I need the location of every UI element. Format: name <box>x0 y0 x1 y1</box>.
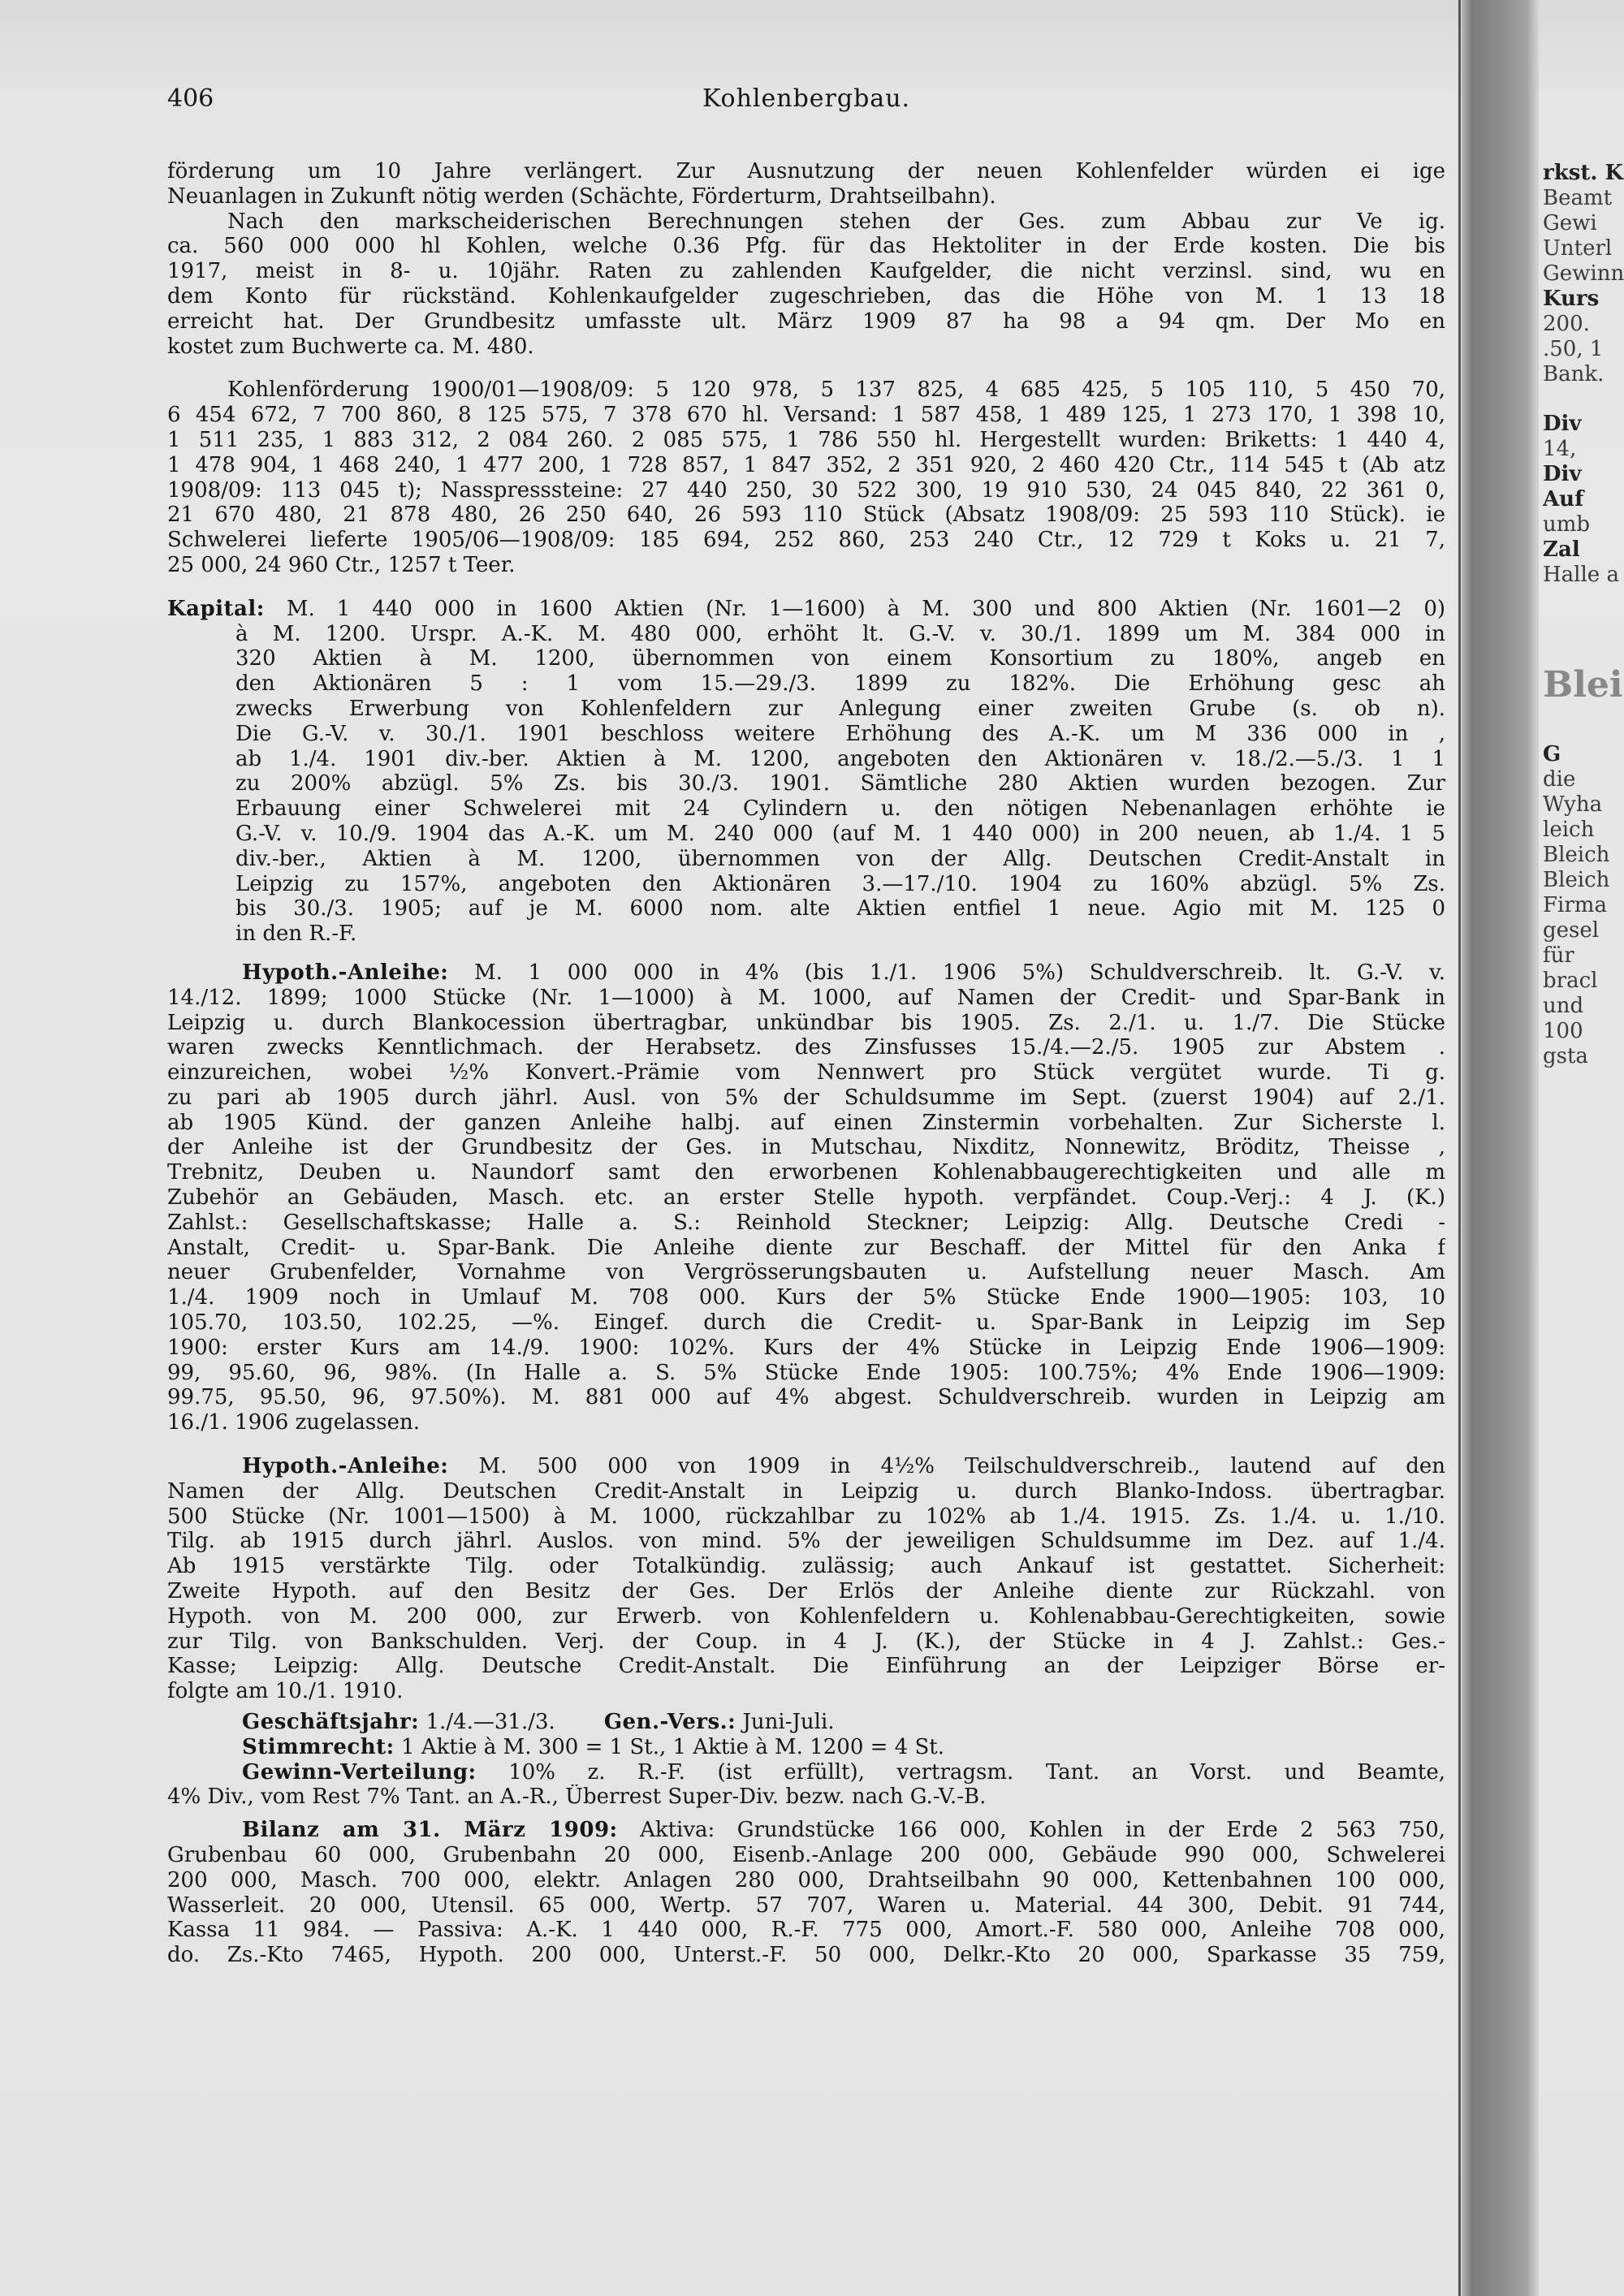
text-line <box>167 986 1445 1011</box>
section-label: Kapital: <box>167 596 265 621</box>
line-text: folgte am 10./1. 1910. <box>167 1679 404 1704</box>
page-header <box>167 84 1445 117</box>
book-gutter-shadow <box>1462 0 1539 2296</box>
line-text: ab 1./4. 1901 div.-ber. Aktien à M. 1200, angeboten den Aktionären v. 18./2.—5./3. 1 1 <box>235 746 1445 771</box>
line-text: waren zwecks Kenntlichmach. der Herabsetz. des Zinsfusses 15./4.—2./5. 1905 zur Abstem . <box>167 1035 1445 1060</box>
line-text: Zahlst.: Gesellschaftskasse; Halle a. S.: Reinhold Steckner; Leipzig: Allg. Deutsche Credi - <box>167 1210 1445 1235</box>
text-line <box>167 1554 1445 1579</box>
adjacent-page-fragment: Auf <box>1543 487 1584 511</box>
text-line <box>167 1479 1445 1504</box>
line-text: 1917, meist in 8- u. 10jähr. Raten zu zahlenden Kaufgelder, die nicht verzinsl. sind, wu en <box>167 259 1445 284</box>
text-line <box>167 1085 1445 1111</box>
line-text: Nach den markscheiderischen Berechnungen stehen der Ges. zum Abbau zur Ve ig. <box>227 209 1445 234</box>
text-line <box>167 1060 1445 1085</box>
line-text: Kasse; Leipzig: Allg. Deutsche Credit-Anstalt. Die Einführung an der Leipziger Börse er- <box>167 1654 1445 1679</box>
text-line <box>167 896 1445 921</box>
line-text: Ab 1915 verstärkte Tilg. oder Totalkündig. zulässig; auch Ankauf ist gestattet. Sicherheit: <box>167 1554 1445 1579</box>
line-text: 105.70, 103.50, 102.25, —%. Eingef. durch die Credit- u. Spar-Bank in Leipzig im Sep <box>167 1310 1445 1336</box>
line-text: 1908/09: 113 045 t); Nasspresssteine: 27 440 250, 30 522 300, 19 910 530, 24 045 840, 22 361 0, <box>167 477 1445 503</box>
section-label: Gen.-Vers.: <box>603 1710 736 1735</box>
line-text: bis 30./3. 1905; auf je M. 6000 nom. alte Aktien entfiel 1 neue. Agio mit M. 125 0 <box>235 896 1445 921</box>
page-edge-line <box>1458 0 1461 2296</box>
adjacent-page-fragment: 100 <box>1543 1019 1583 1043</box>
text-line <box>167 1310 1445 1336</box>
text-line <box>167 847 1445 872</box>
line-text: 1 Aktie à M. 300 = 1 St., 1 Aktie à M. 1200 = 4 St. <box>401 1734 945 1759</box>
line-text: Tilg. ab 1915 durch jährl. Auslos. von mind. 5% der jeweiligen Schuldsumme im Dez. auf 1./4. <box>167 1529 1445 1554</box>
text-line <box>167 1385 1445 1410</box>
line-text: Wasserleit. 20 000, Utensil. 65 000, Wertp. 57 707, Waren u. Material. 44 300, Debit. 91 744, <box>167 1892 1445 1918</box>
text-line <box>167 1760 1445 1785</box>
adjacent-page-fragment: Wyha <box>1543 792 1603 817</box>
line-text: M. 1 440 000 in 1600 Aktien (Nr. 1—1600) à M. 300 und 800 Aktien (Nr. 1601—2 0) <box>286 596 1445 621</box>
line-text: M. 500 000 von 1909 in 4½% Teilschuldverschreib., lautend auf den <box>478 1454 1445 1479</box>
line-text: 1./4. 1909 noch in Umlauf M. 708 000. Kurs der 5% Stücke Ende 1900—1905: 103, 10 <box>167 1285 1445 1310</box>
running-title: Kohlenbergbau. <box>702 84 911 113</box>
text-line <box>167 1710 1445 1735</box>
text-line <box>167 284 1445 309</box>
line-text: ca. 560 000 000 hl Kohlen, welche 0.36 Pfg. für das Hektoliter in der Erde kosten. Die bis <box>167 234 1445 259</box>
text-line <box>167 1868 1445 1893</box>
line-text: Anstalt, Credit- u. Spar-Bank. Die Anleihe diente zur Beschaff. der Mittel für den Anka f <box>167 1235 1445 1260</box>
line-text: 1./4.—31./3. <box>425 1710 555 1735</box>
section-label: Geschäftsjahr: <box>242 1710 420 1735</box>
line-text: 320 Aktien à M. 1200, übernommen von einem Konsortium zu 180%, angeb en <box>235 646 1445 671</box>
line-text: 21 670 480, 21 878 480, 26 250 640, 26 593 110 Stück (Absatz 1908/09: 25 593 110 Stück). ie <box>167 503 1445 528</box>
line-text: Die G.-V. v. 30./1. 1901 beschloss weitere Erhöhung des A.-K. um M 336 000 in , <box>235 721 1445 746</box>
line-text: einzureichen, wobei ½% Konvert.-Prämie vom Nennwert pro Stück vergütet wurde. Ti g. <box>167 1060 1445 1085</box>
text-line <box>167 309 1445 334</box>
line-text: Hypoth. von M. 200 000, zur Erwerb. von Kohlenfeldern u. Kohlenabbau-Gerechtigkeiten, sowie <box>167 1603 1445 1629</box>
text-line <box>167 428 1445 453</box>
line-text: 6 454 672, 7 700 860, 8 125 575, 7 378 670 hl. Versand: 1 587 458, 1 489 125, 1 273 170, 1 398 10, <box>167 403 1445 428</box>
line-text: zur Tilg. von Bankschulden. Verj. der Coup. in 4 J. (K.), der Stücke in 4 J. Zahlst.: Ges.- <box>167 1629 1445 1654</box>
text-line <box>167 921 1445 947</box>
paragraph-bilanz <box>167 1818 1445 1968</box>
text-line <box>167 1211 1445 1236</box>
section-label: Hypoth.-Anleihe: <box>242 960 449 985</box>
line-text: 500 Stücke (Nr. 1001—1500) à M. 1000, rückzahlbar zu 102% ab 1./4. 1915. Zs. 1./4. u. 1./10. <box>167 1504 1445 1529</box>
text-line <box>167 960 1445 986</box>
line-text: Leipzig zu 157%, angeboten den Aktionären 3.—17./10. 1904 zu 160% abzügl. 5% Zs. <box>235 871 1445 896</box>
text-line <box>167 234 1445 259</box>
text-line <box>167 747 1445 772</box>
line-text: 99, 95.60, 96, 98%. (In Halle a. S. 5% Stücke Ende 1905: 100.75%; 4% Ende 1906—1909: <box>167 1360 1445 1385</box>
line-text: Namen der Allg. Deutschen Credit-Anstalt in Leipzig u. durch Blanko-Indoss. übertragbar. <box>167 1478 1445 1504</box>
page-number: 406 <box>167 84 214 113</box>
adjacent-page-fragment: Div <box>1543 412 1582 436</box>
line-text: kostet zum Buchwerte ca. M. 480. <box>167 334 534 359</box>
text-line <box>167 1604 1445 1629</box>
section-label: Stimmrecht: <box>242 1734 395 1759</box>
line-text: Trebnitz, Deuben u. Naundorf samt den erworbenen Kohlenabbaugerechtigkeiten und alle m <box>167 1160 1445 1185</box>
line-text: Leipzig u. durch Blankocession übertragbar, unkündbar bis 1905. Zs. 2./1. u. 1./7. Die Stücke <box>167 1010 1445 1035</box>
line-text: 200 000, Masch. 700 000, elektr. Anlagen 280 000, Drahtseilbahn 90 000, Kettenbahnen 100 000, <box>167 1867 1445 1892</box>
line-text: 1 478 904, 1 468 240, 1 477 200, 1 728 857, 1 847 352, 2 351 920, 2 460 420 Ctr., 114 545 t (Ab atz <box>167 452 1445 477</box>
adjacent-page-fragments <box>1543 161 1624 2272</box>
text-line <box>167 1504 1445 1530</box>
line-text: 1 511 235, 1 883 312, 2 084 260. 2 085 575, 1 786 550 hl. Hergestellt wurden: Briketts: 1 440 4, <box>167 427 1445 452</box>
adjacent-page-fragment: Div <box>1543 462 1582 486</box>
paragraph-coal-reserves <box>167 209 1445 360</box>
line-text: do. Zs.-Kto 7465, Hypoth. 200 000, Unterst.-F. 50 000, Delkr.-Kto 20 000, Sparkasse 35 759, <box>167 1943 1445 1968</box>
text-line <box>167 1629 1445 1655</box>
adjacent-page-fragment: und <box>1543 994 1584 1018</box>
adjacent-page-fragment: für <box>1543 943 1574 968</box>
text-line <box>167 646 1445 671</box>
line-text: Neuanlagen in Zukunft nötig werden (Schächte, Förderturm, Drahtseilbahn). <box>167 183 996 209</box>
line-text: 10% z. R.-F. (ist erfüllt), vertragsm. Tant. an Vorst. und Beamte, <box>508 1759 1445 1785</box>
adjacent-page-fragment: Blei <box>1543 664 1623 706</box>
text-line <box>167 378 1445 403</box>
adjacent-page-fragment: Beamt <box>1543 186 1613 210</box>
adjacent-page-fragment: Gewi <box>1543 211 1597 235</box>
text-line <box>167 478 1445 503</box>
text-line <box>167 1735 1445 1760</box>
line-text: 99.75, 95.50, 96, 97.50%). M. 881 000 auf 4% abgest. Schuldverschreib. wurden in Leipzig am <box>167 1385 1445 1410</box>
text-line <box>167 1011 1445 1036</box>
line-text: 25 000, 24 960 Ctr., 1257 t Teer. <box>167 552 516 577</box>
line-text: neuer Grubenfelder, Vornahme von Vergrösserungsbauten u. Aufstellung neuer Masch. Am <box>167 1260 1445 1285</box>
text-line <box>167 1529 1445 1554</box>
paragraph-continuation <box>167 159 1445 209</box>
line-text: Juni-Juli. <box>742 1710 835 1735</box>
text-line <box>167 597 1445 622</box>
line-text: zwecks Erwerbung von Kohlenfeldern zur Anlegung einer zweiten Grube (s. ob n). <box>235 696 1445 721</box>
text-line <box>167 453 1445 478</box>
line-text: G.-V. v. 10./9. 1904 das A.-K. um M. 240 000 (auf M. 1 440 000) in 200 neuen, ab 1./4. 1 5 <box>235 821 1445 846</box>
adjacent-page-fragment: Unterl <box>1543 236 1613 261</box>
line-text: der Anleihe ist der Grundbesitz der Ges. in Mutschau, Nixditz, Nonnewitz, Bröditz, Theisse , <box>167 1135 1445 1160</box>
adjacent-page-fragment: G <box>1543 742 1561 766</box>
line-text: Zweite Hypoth. auf den Besitz der Ges. Der Erlös der Anleihe diente zur Rückzahl. von <box>167 1579 1445 1604</box>
text-line <box>167 1893 1445 1918</box>
text-line <box>167 184 1445 209</box>
text-line <box>167 1236 1445 1261</box>
paragraph-geschaeftsjahr <box>167 1710 1445 1735</box>
adjacent-page-fragment: Zal <box>1543 537 1580 562</box>
text-line <box>167 528 1445 553</box>
text-line <box>167 1135 1445 1160</box>
line-text: dem Konto für rückständ. Kohlenkaufgelder zugeschrieben, das die Höhe von M. 1 13 18 <box>167 283 1445 309</box>
line-text: den Aktionären 5 : 1 vom 15.—29./3. 1899 zu 182%. Die Erhöhung gesc ah <box>235 671 1445 697</box>
text-line <box>167 1260 1445 1285</box>
line-text: erreicht hat. Der Grundbesitz umfasste ult. März 1909 87 ha 98 a 94 qm. Der Mo en <box>167 309 1445 334</box>
paragraph-gewinn-verteilung <box>167 1760 1445 1810</box>
text-line <box>167 1035 1445 1060</box>
adjacent-page-fragment: bracl <box>1543 969 1598 993</box>
adjacent-page-fragment: rkst. K <box>1543 161 1624 185</box>
text-line <box>167 697 1445 722</box>
text-line <box>167 622 1445 647</box>
text-line <box>167 1818 1445 1843</box>
adjacent-page-fragment: Bank. <box>1543 362 1605 386</box>
line-text: 1900: erster Kurs am 14./9. 1900: 102%. Kurs der 4% Stücke in Leipzig Ende 1906—1909: <box>167 1335 1445 1360</box>
adjacent-page-fragment: Halle a <box>1543 563 1619 587</box>
text-line <box>167 771 1445 796</box>
line-text: Schwelerei lieferte 1905/06—1908/09: 185 694, 252 860, 253 240 Ctr., 12 729 t Koks u. 21 7, <box>167 528 1445 553</box>
adjacent-page-fragment: 200. <box>1543 312 1590 336</box>
line-text: Aktiva: Grundstücke 166 000, Kohlen in der Erde 2 563 750, <box>640 1818 1445 1843</box>
text-line <box>167 209 1445 235</box>
line-text: M. 1 000 000 in 4% (bis 1./1. 1906 5%) Schuldverschreib. lt. G.-V. v. <box>474 960 1445 985</box>
adjacent-page-fragment: .50, 1 <box>1543 337 1604 361</box>
line-text: ab 1905 Künd. der ganzen Anleihe halbj. auf einen Zinstermin vorbehalten. Zur Sicherste l. <box>167 1110 1445 1135</box>
line-text: à M. 1200. Urspr. A.-K. M. 480 000, erhöht lt. G.-V. v. 30./1. 1899 um M. 384 000 in <box>235 621 1445 646</box>
line-text: Erbauung einer Schwelerei mit 24 Cylindern u. den nötigen Nebenanlagen erhöhte ie <box>235 796 1445 822</box>
adjacent-page-fragment: Firma <box>1543 893 1607 917</box>
line-text: förderung um 10 Jahre verlängert. Zur Ausnutzung der neuen Kohlenfelder würden ei ige <box>167 159 1445 183</box>
line-text: in den R.-F. <box>235 921 357 947</box>
paragraph-hypoth-anleihe-2 <box>167 1454 1445 1704</box>
line-text: 16./1. 1906 zugelassen. <box>167 1410 420 1435</box>
adjacent-page-fragment: leich <box>1543 818 1595 842</box>
text-line <box>167 1160 1445 1185</box>
line-text: Grubenbau 60 000, Grubenbahn 20 000, Eisenb.-Anlage 200 000, Gebäude 990 000, Schwelerei <box>167 1843 1445 1867</box>
text-line <box>167 1454 1445 1479</box>
text-line <box>167 1679 1445 1704</box>
page-body <box>167 159 1445 1968</box>
text-line <box>167 1285 1445 1310</box>
text-line <box>167 1185 1445 1211</box>
section-label: Gewinn-Verteilung: <box>242 1759 477 1785</box>
text-line <box>167 1785 1445 1810</box>
text-line <box>167 1654 1445 1679</box>
text-line <box>167 1918 1445 1943</box>
adjacent-page-fragment: gesel <box>1543 918 1600 943</box>
adjacent-page-fragment: gsta <box>1543 1044 1588 1068</box>
paragraph-production <box>167 378 1445 577</box>
adjacent-page-fragment: umb <box>1543 512 1591 537</box>
line-text: Kassa 11 984. — Passiva: A.-K. 1 440 000, R.-F. 775 000, Amort.-F. 580 000, Anleihe 708 000, <box>167 1918 1445 1943</box>
text-line <box>167 334 1445 360</box>
adjacent-page-fragment: 14, <box>1543 437 1577 461</box>
text-line <box>167 259 1445 284</box>
line-text: 4% Div., vom Rest 7% Tant. an A.-R., Überrest Super-Div. bezw. nach G.-V.-B. <box>167 1785 987 1810</box>
text-line <box>167 159 1445 184</box>
text-line <box>167 822 1445 847</box>
line-text: zu pari ab 1905 durch jährl. Ausl. von 5% der Schuldsumme im Sept. (zuerst 1904) auf 2./1. <box>167 1085 1445 1110</box>
adjacent-page-fragment: die <box>1543 767 1576 792</box>
adjacent-page-fragment: Kurs <box>1543 287 1600 311</box>
text-line <box>167 1361 1445 1386</box>
text-line <box>167 671 1445 697</box>
paragraph-kapital <box>167 597 1445 947</box>
text-line <box>167 1111 1445 1136</box>
adjacent-page-fragment: Bleich <box>1543 868 1610 892</box>
text-line <box>167 722 1445 747</box>
text-line <box>167 1336 1445 1361</box>
text-line <box>167 1943 1445 1968</box>
text-line <box>167 503 1445 528</box>
section-label: Hypoth.-Anleihe: <box>242 1454 449 1479</box>
line-text: 14./12. 1899; 1000 Stücke (Nr. 1—1000) à M. 1000, auf Namen der Credit- und Spar-Bank in <box>167 985 1445 1010</box>
paragraph-hypoth-anleihe-1 <box>167 960 1445 1435</box>
line-text: zu 200% abzügl. 5% Zs. bis 30./3. 1901. Sämtliche 280 Aktien wurden bezogen. Zur <box>235 771 1445 796</box>
text-line <box>167 403 1445 428</box>
line-text: Kohlenförderung 1900/01—1908/09: 5 120 978, 5 137 825, 4 685 425, 5 105 110, 5 450 70, <box>227 378 1445 403</box>
section-label: Bilanz am 31. März 1909: <box>242 1818 618 1843</box>
line-text: Zubehör an Gebäuden, Masch. etc. an erster Stelle hypoth. verpfändet. Coup.-Verj.: 4 J. (K.) <box>167 1185 1445 1211</box>
text-line <box>167 1843 1445 1868</box>
text-line <box>167 1579 1445 1604</box>
paragraph-stimmrecht <box>167 1735 1445 1760</box>
adjacent-page-fragment: Gewinn <box>1543 261 1624 286</box>
text-line <box>167 796 1445 822</box>
text-line <box>167 872 1445 897</box>
text-line <box>167 553 1445 578</box>
text-line <box>167 1410 1445 1435</box>
adjacent-page-fragment: Bleich <box>1543 843 1610 867</box>
line-text: div.-ber., Aktien à M. 1200, übernommen von der Allg. Deutschen Credit-Anstalt in <box>235 846 1445 871</box>
